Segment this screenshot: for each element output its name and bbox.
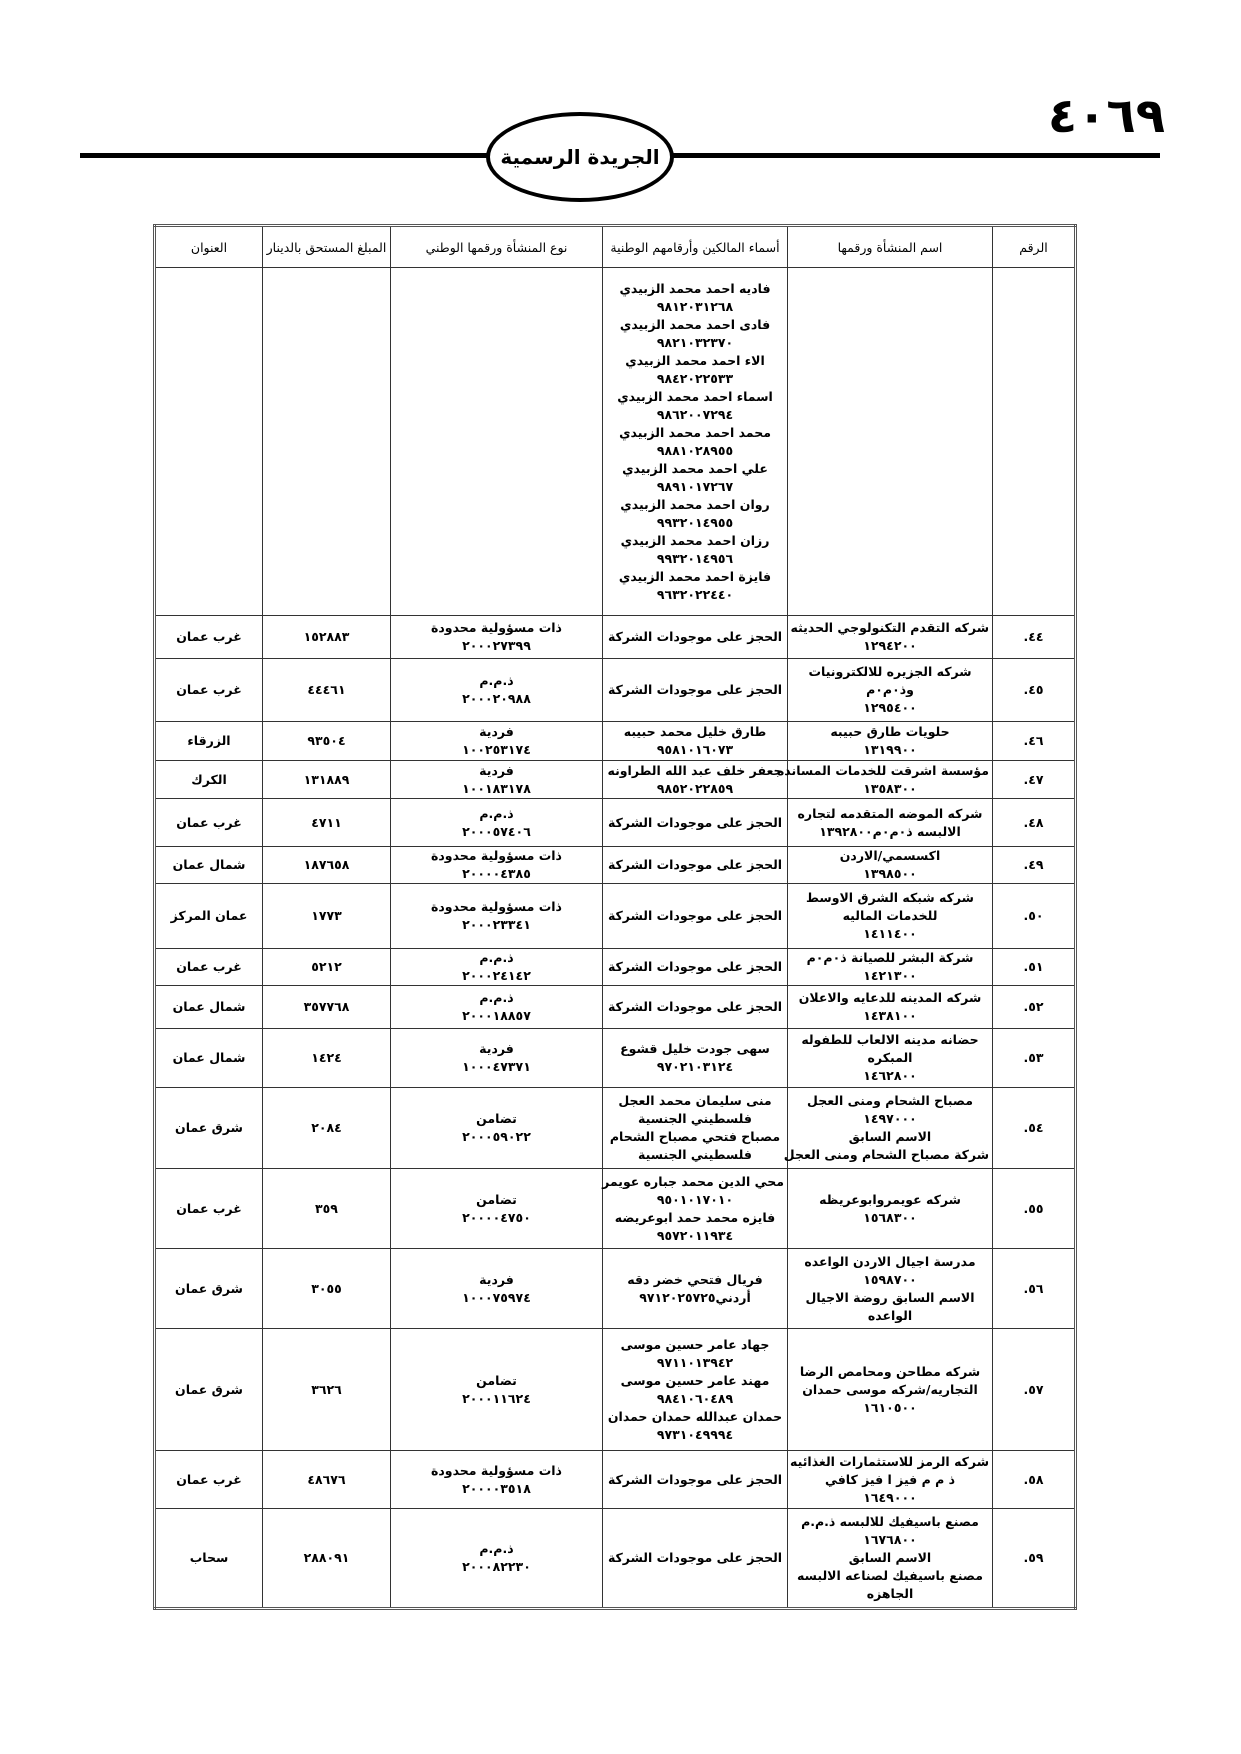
company-type-line: ذات مسؤولية محدودة xyxy=(431,848,562,863)
row-number: ٤٨. xyxy=(993,799,1076,847)
company-name-line: مدرسة اجيال الاردن الواعده xyxy=(804,1253,976,1269)
row-number: ٥٧. xyxy=(993,1329,1076,1451)
company-name-line: الجاهزه xyxy=(866,1586,914,1601)
company-type xyxy=(391,1029,603,1088)
company-type xyxy=(391,659,603,722)
company-type-line: ٢٠٠٠٢٤١٤٢ xyxy=(462,968,531,983)
owners-line: ٩٥٧٢٠١١٩٣٤ xyxy=(656,1227,734,1243)
company-name xyxy=(788,1451,993,1509)
company-type-line: ٢٠٠٠٨٢٢٣٠ xyxy=(462,1559,531,1574)
amount: ٤٤٤٦١ xyxy=(263,659,391,722)
company-type-line: فردية xyxy=(479,1041,514,1056)
owners xyxy=(603,761,788,799)
company-type-line: تضامن xyxy=(476,1372,517,1388)
owners xyxy=(603,659,788,722)
company-name-line: شركه مطاحن ومحامص الرضا xyxy=(799,1363,981,1379)
company-type-line: ٢٠٠٠٥٩٠٢٢ xyxy=(462,1129,531,1144)
table-row xyxy=(155,616,1076,659)
address: الكرك xyxy=(155,761,263,799)
row-number xyxy=(993,268,1076,616)
company-name xyxy=(788,1249,993,1329)
address: شرق عمان xyxy=(155,1329,263,1451)
company-type-line: ١٠٠٢٥٣١٧٤ xyxy=(462,742,531,757)
company-type xyxy=(391,986,603,1029)
owners-line: فايزه محمد حمد ابوعريضه xyxy=(614,1209,776,1225)
row-number: ٥٣. xyxy=(993,1029,1076,1088)
table-row xyxy=(155,1029,1076,1088)
owners-line: ٩٧٠٢١٠٣١٢٤ xyxy=(656,1059,734,1074)
address: شرق عمان xyxy=(155,1088,263,1169)
owners xyxy=(603,1329,788,1451)
page-number: ٤٠٦٩ xyxy=(1047,88,1165,144)
table-row xyxy=(155,949,1076,986)
company-type-line: ٢٠٠٠١٨٨٥٧ xyxy=(462,1008,531,1023)
table-row xyxy=(155,761,1076,799)
address: غرب عمان xyxy=(155,799,263,847)
amount: ١٥٢٨٨٣ xyxy=(263,616,391,659)
company-name-line: ١٥٩٨٧٠٠ xyxy=(863,1271,917,1287)
company-name-line: للخدمات الماليه xyxy=(842,908,938,923)
owners-line: ٩٥٨١٠١٦٠٧٣ xyxy=(656,742,734,757)
company-name xyxy=(788,1029,993,1088)
address: غرب عمان xyxy=(155,616,263,659)
company-type-line: تضامن xyxy=(476,1111,517,1126)
company-name-line: شركه المدينه للدعايه والاعلان xyxy=(798,990,982,1005)
company-type xyxy=(391,884,603,949)
owners xyxy=(603,722,788,761)
table-row xyxy=(155,1451,1076,1509)
owners-line: فريال فتحي خضر دقه xyxy=(627,1271,763,1287)
company-type xyxy=(391,1451,603,1509)
company-name-line: ١٦٤٩٠٠٠ xyxy=(863,1489,917,1505)
company-name xyxy=(783,1088,993,1169)
col-header-type: نوع المنشأة ورقمها الوطني xyxy=(391,226,603,268)
company-name-line: ١٤٣٨١٠٠ xyxy=(863,1008,917,1023)
company-name-line: ١٤٦٢٨٠٠ xyxy=(863,1068,917,1083)
amount: ٣٠٥٥ xyxy=(263,1249,391,1329)
company-name-line: ١٣٩٨٥٠٠ xyxy=(863,866,917,881)
owners-line: الحجز على موجودات الشركة xyxy=(607,999,783,1014)
company-type xyxy=(391,799,603,847)
owners xyxy=(603,1451,788,1509)
company-type xyxy=(391,722,603,761)
company-type xyxy=(391,268,603,616)
address: غرب عمان xyxy=(155,949,263,986)
company-name xyxy=(776,761,993,799)
amount: ١٧٧٣ xyxy=(263,884,391,949)
owners-line: محمد احمد محمد الزبيدي xyxy=(619,424,771,440)
owners-line: ٩٨٨١٠٢٨٩٥٥ xyxy=(656,442,734,458)
amount: ٥٢١٢ xyxy=(263,949,391,986)
owners-line: ٩٨٦٢٠٠٧٢٩٤ xyxy=(656,406,734,422)
company-type-line: ٢٠٠٠٠٤٣٨٥ xyxy=(462,866,531,881)
company-name-line: الاسم السابق xyxy=(848,1550,932,1565)
owners-line: فلسطيني الجنسية xyxy=(638,1147,752,1162)
company-name-line: مؤسسة اشرقت للخدمات المسانده xyxy=(776,762,989,778)
company-name-line: ١٣١٩٩٠٠ xyxy=(863,742,917,757)
company-type-line: ٢٠٠٠٥٧٤٠٦ xyxy=(462,823,531,839)
owners-line: ٩٨٤٢٠٢٢٥٣٣ xyxy=(656,370,734,386)
address: عمان المركز xyxy=(155,884,263,949)
company-name-line: شركه شبكه الشرق الاوسط xyxy=(806,890,974,905)
owners xyxy=(603,986,788,1029)
amount: ٢٠٨٤ xyxy=(263,1088,391,1169)
company-name-line: ١٥٦٨٣٠٠ xyxy=(863,1209,917,1225)
table-row xyxy=(155,1088,1076,1169)
address xyxy=(155,268,263,616)
company-name-line: حلويات طارق حبيبه xyxy=(830,724,950,739)
owners xyxy=(603,1249,788,1329)
company-name xyxy=(788,722,993,761)
company-type-line: ذات مسؤولية محدودة xyxy=(431,899,562,914)
row-number: ٤٤. xyxy=(993,616,1076,659)
company-type-line: ٢٠٠٠٢٠٩٨٨ xyxy=(462,691,531,706)
company-type xyxy=(391,761,603,799)
amount: ١٣١٨٨٩ xyxy=(263,761,391,799)
owners-line: اسماء احمد محمد الزبيدي xyxy=(617,388,773,404)
company-name-line: الالبسه ذ٠م٠م١٣٩٢٨٠٠ xyxy=(819,823,961,839)
company-name-line: الاسم السابق xyxy=(848,1129,932,1144)
company-name-line: شركه الموضه المتقدمه لتجاره xyxy=(797,805,983,821)
company-type-line: ٢٠٠٠١١٦٢٤ xyxy=(462,1390,531,1406)
owners-line: جعفر خلف عبد الله الطراونه xyxy=(607,762,783,778)
table-header-row xyxy=(155,226,1076,268)
owners xyxy=(603,1088,788,1169)
company-type xyxy=(391,1249,603,1329)
row-number: ٥٤. xyxy=(993,1088,1076,1169)
amount: ٣٥٩ xyxy=(263,1169,391,1249)
company-type xyxy=(391,949,603,986)
owners-line: فايزة احمد محمد الزبيدي xyxy=(618,568,772,584)
address: شرق عمان xyxy=(155,1249,263,1329)
row-number: ٥٦. xyxy=(993,1249,1076,1329)
owners-line: حمدان عبدالله حمدان حمدان xyxy=(607,1408,783,1424)
owners-line: ٩٩٣٢٠١٤٩٥٦ xyxy=(656,550,734,566)
company-type xyxy=(391,1088,603,1169)
company-name-line: الواعده xyxy=(867,1307,913,1323)
table-row xyxy=(155,847,1076,884)
owners-line: الحجز على موجودات الشركة xyxy=(607,908,783,923)
company-name-line: اكسسمي/الاردن xyxy=(839,848,941,863)
company-name-line: شركة مصباح الشحام ومنى العجل xyxy=(783,1147,989,1162)
company-type-line: ١٠٠٠٧٥٩٧٤ xyxy=(462,1289,531,1305)
owners-line: ٩٧١١٠١٣٩٤٢ xyxy=(656,1354,734,1370)
company-type-line: ذ.م.م xyxy=(479,990,514,1005)
owners-line: أردني٩٧١٢٠٢٥٧٢٥ xyxy=(639,1289,751,1305)
company-name-line: المبكره xyxy=(867,1050,913,1065)
owners-line: ٩٩٣٢٠١٤٩٥٥ xyxy=(656,514,734,530)
company-name-line: التجاريه/شركه موسى حمدان xyxy=(802,1381,978,1397)
amount: ٣٥٧٧٦٨ xyxy=(263,986,391,1029)
owners-line: طارق خليل محمد حبيبه xyxy=(623,724,767,739)
owners-line: فلسطيني الجنسية xyxy=(638,1111,752,1126)
company-name xyxy=(788,1509,993,1609)
company-type xyxy=(391,1509,603,1609)
table-row xyxy=(155,659,1076,722)
company-name-line: ١٤١١٤٠٠ xyxy=(863,926,917,941)
owners-line: الحجز على موجودات الشركة xyxy=(607,629,783,644)
company-name xyxy=(788,884,993,949)
owners-line: فاديه احمد محمد الزبيدي xyxy=(619,280,771,296)
owners-line: الحجز على موجودات الشركة xyxy=(607,1550,783,1565)
company-type-line: ١٠٠١٨٣١٧٨ xyxy=(462,780,531,796)
row-number: ٤٥. xyxy=(993,659,1076,722)
company-type xyxy=(391,616,603,659)
company-type-line: ذ.م.م xyxy=(479,673,514,688)
companies-table xyxy=(153,224,1077,1610)
company-type-line: فردية xyxy=(479,762,514,778)
owners xyxy=(603,1169,788,1249)
table-row xyxy=(155,1249,1076,1329)
company-name-line: ١٣٥٨٣٠٠ xyxy=(863,780,917,796)
owners-line: الاء احمد محمد الزبيدي xyxy=(625,352,765,368)
company-name-line: ١٦٧٦٨٠٠ xyxy=(863,1532,917,1547)
company-type xyxy=(391,1169,603,1249)
owners-line: ٩٥٠١٠١٧٠١٠ xyxy=(656,1191,734,1207)
owners-line: علي احمد محمد الزبيدي xyxy=(622,460,768,476)
company-name-line: الاسم السابق روضة الاجيال xyxy=(805,1289,975,1305)
amount: ١٨٧٦٥٨ xyxy=(263,847,391,884)
table-row xyxy=(155,1169,1076,1249)
company-type-line: ذ.م.م xyxy=(479,805,514,821)
owners-line: روان احمد محمد الزبيدي xyxy=(620,496,770,512)
company-type-line: ذات مسؤولية محدودة xyxy=(431,620,562,635)
company-type-line: فردية xyxy=(479,724,514,739)
address: شمال عمان xyxy=(155,986,263,1029)
company-name xyxy=(788,1329,993,1451)
table-row xyxy=(155,268,1076,616)
amount xyxy=(263,268,391,616)
company-type-line: ٢٠٠٠٠٣٥١٨ xyxy=(462,1480,531,1496)
company-name-line: ١٤٢١٣٠٠ xyxy=(863,968,917,983)
company-name xyxy=(788,949,993,986)
owners xyxy=(603,847,788,884)
company-name-line: شركه التقدم التكنولوجي الحديثه xyxy=(790,620,989,635)
company-type xyxy=(391,847,603,884)
owners xyxy=(603,949,788,986)
amount: ٣٦٢٦ xyxy=(263,1329,391,1451)
amount: ٩٣٥٠٤ xyxy=(263,722,391,761)
amount: ٤٨٦٧٦ xyxy=(263,1451,391,1509)
company-type-line: ذ.م.م xyxy=(479,950,514,965)
address: شمال عمان xyxy=(155,1029,263,1088)
company-name-line: مصنع باسيفيك لصناعه الالبسه xyxy=(797,1568,983,1583)
owners-line: ٩٧٣١٠٤٩٩٩٤ xyxy=(656,1426,734,1442)
company-name-line: شركه عويمروابوعريظه xyxy=(819,1191,961,1207)
table-row xyxy=(155,799,1076,847)
company-type-line: تضامن xyxy=(476,1191,517,1207)
company-name xyxy=(788,659,993,722)
company-name xyxy=(788,799,993,847)
owners-line: ٩٨٢١٠٣٢٣٧٠ xyxy=(656,334,734,350)
owners-line: فادى احمد محمد الزبيدي xyxy=(619,316,771,332)
row-number: ٥٠. xyxy=(993,884,1076,949)
row-number: ٥٢. xyxy=(993,986,1076,1029)
owners-line: منى سليمان محمد العجل xyxy=(618,1093,772,1108)
owners xyxy=(603,268,788,616)
address: غرب عمان xyxy=(155,1451,263,1509)
company-name xyxy=(788,847,993,884)
amount: ٤٧١١ xyxy=(263,799,391,847)
table-row xyxy=(155,1329,1076,1451)
table-row xyxy=(155,722,1076,761)
row-number: ٤٦. xyxy=(993,722,1076,761)
owners xyxy=(603,799,788,847)
table-row xyxy=(155,884,1076,949)
owners-line: الحجز على موجودات الشركة xyxy=(607,682,783,697)
owners-line: مصباح فتحي مصباح الشحام xyxy=(609,1129,781,1144)
company-name-line: شركه الجزيره للالكترونيات xyxy=(808,664,972,679)
address: غرب عمان xyxy=(155,1169,263,1249)
amount: ١٤٢٤ xyxy=(263,1029,391,1088)
company-name-line: مصباح الشحام ومنى العجل xyxy=(807,1093,973,1108)
company-name-line: شركة البشر للصيانة ذ٠م٠م xyxy=(806,950,974,965)
col-header-number: الرقم xyxy=(993,226,1076,268)
company-name-line: ١٢٩٤٢٠٠ xyxy=(863,638,917,653)
company-type-line: ١٠٠٠٤٧٣٧١ xyxy=(462,1059,531,1074)
row-number: ٥١. xyxy=(993,949,1076,986)
row-number: ٤٩. xyxy=(993,847,1076,884)
company-type-line: ٢٠٠٠٠٤٧٥٠ xyxy=(462,1209,531,1225)
owners-line: سهى جودت خليل قشوع xyxy=(620,1041,770,1056)
table-row xyxy=(155,986,1076,1029)
company-name-line: ١٤٩٧٠٠٠ xyxy=(863,1111,917,1126)
table-row xyxy=(155,1509,1076,1609)
owners-line: جهاد عامر حسين موسى xyxy=(620,1336,770,1352)
company-name xyxy=(788,1169,993,1249)
owners xyxy=(603,884,788,949)
company-name xyxy=(788,616,993,659)
col-header-company: اسم المنشأة ورقمها xyxy=(788,226,993,268)
company-name-line: حضانه مدينه الالعاب للطفوله xyxy=(801,1032,979,1047)
owners xyxy=(603,1029,788,1088)
owners-line: مهند عامر حسين موسى xyxy=(620,1372,770,1388)
address: سحاب xyxy=(155,1509,263,1609)
owners-line: رزان احمد محمد الزبيدي xyxy=(620,532,770,548)
owners-line: الحجز على موجودات الشركة xyxy=(607,1471,783,1487)
owners-line: الحجز على موجودات الشركة xyxy=(607,857,783,872)
col-header-address: العنوان xyxy=(155,226,263,268)
company-type-line: ٢٠٠٠٢٧٣٩٩ xyxy=(462,638,531,653)
company-name xyxy=(788,268,993,616)
col-header-amount: المبلغ المستحق بالدينار xyxy=(263,226,391,268)
gazette-title: الجريدة الرسمية xyxy=(486,112,674,202)
row-number: ٤٧. xyxy=(993,761,1076,799)
company-type-line: ٢٠٠٠٢٣٣٤١ xyxy=(462,917,531,932)
company-name-line: ١٦١٠٥٠٠ xyxy=(863,1399,917,1415)
owners-line: ٩٦٣٢٠٢٢٤٤٠ xyxy=(656,586,734,602)
col-header-owners: أسماء المالكين وأرقامهم الوطنية xyxy=(603,226,788,268)
owners-line: الحجز على موجودات الشركة xyxy=(607,814,783,830)
company-name-line: شركه الرمز للاستثمارات الغذائيه xyxy=(790,1453,989,1469)
row-number: ٥٥. xyxy=(993,1169,1076,1249)
company-type-line: فردية xyxy=(479,1271,514,1287)
address: غرب عمان xyxy=(155,659,263,722)
address: الزرقاء xyxy=(155,722,263,761)
owners-line: ٩٨٥٢٠٢٢٨٥٩ xyxy=(656,780,734,796)
company-type-line: ذات مسؤولية محدودة xyxy=(431,1462,562,1478)
company-name-line: مصنع باسيفيك للالبسه ذ.م.م xyxy=(801,1514,979,1529)
row-number: ٥٨. xyxy=(993,1451,1076,1509)
company-name-line: ذ م م فيز ا فيز كافي xyxy=(824,1471,956,1487)
company-type-line: ذ.م.م xyxy=(479,1541,514,1556)
owners-line: ٩٨١٢٠٣١٢٦٨ xyxy=(656,298,734,314)
address: شمال عمان xyxy=(155,847,263,884)
owners xyxy=(603,616,788,659)
company-name-line: وذ٠م٠م xyxy=(866,682,914,697)
owners-line: محي الدين محمد جباره عويمر xyxy=(602,1173,784,1189)
owners-line: ٩٨٩١٠١٧٢٦٧ xyxy=(656,478,734,494)
row-number: ٥٩. xyxy=(993,1509,1076,1609)
owners-line: ٩٨٤١٠٦٠٤٨٩ xyxy=(656,1390,734,1406)
owners-line: الحجز على موجودات الشركة xyxy=(607,959,783,974)
company-name-line: ١٢٩٥٤٠٠ xyxy=(863,700,917,715)
owners xyxy=(603,1509,788,1609)
company-type xyxy=(391,1329,603,1451)
amount: ٢٨٨٠٩١ xyxy=(263,1509,391,1609)
company-name xyxy=(788,986,993,1029)
